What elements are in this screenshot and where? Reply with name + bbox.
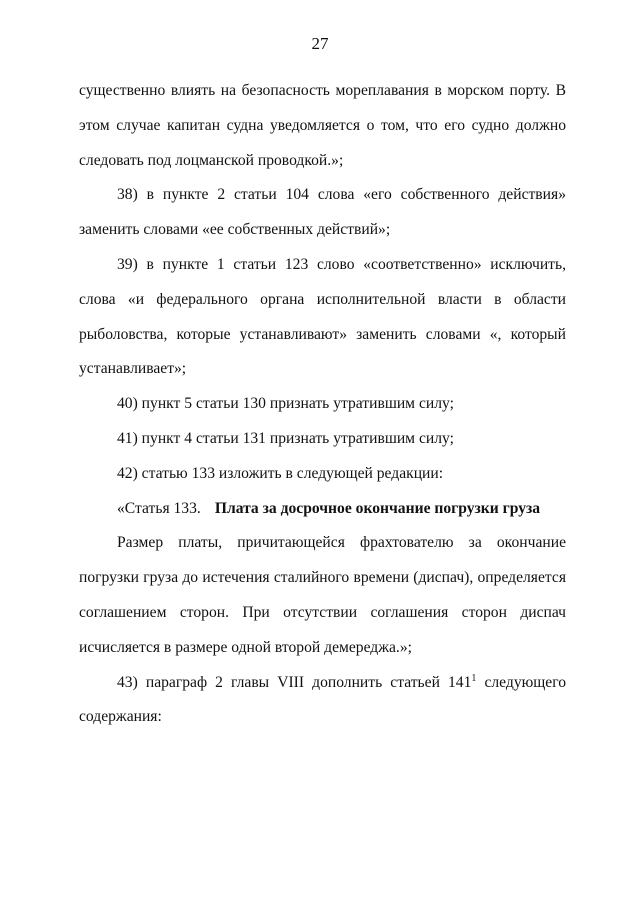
paragraph-item-43 — [79, 666, 566, 736]
paragraph-article-body: Размер платы, причитающейся фрахтователю за окончание погрузки груза до истечения сталийного времени (диспач), определяется соглашением сторон. При отсутствии соглашения сторон диспач исчисляется в размере одной второй демереджа.»; — [79, 534, 566, 656]
paragraph-continuation: существенно влиять на безопасность мореплавания в морском порту. В этом случае капитан судна уведомляется о том, что его судно должно следовать под лоцманской проводкой.»; — [79, 82, 566, 169]
paragraph-item-38: 38) в пункте 2 статьи 104 слова «его собственного действия» заменить словами «ее собственных действий»; — [79, 186, 566, 239]
item-43-text-end: следующего содержания: — [79, 673, 566, 726]
paragraph-item-40: 40) пункт 5 статьи 130 признать утратившим силу; — [117, 395, 454, 413]
article-label: «Статья 133. — [117, 499, 201, 517]
item-43-text: 43) параграф 2 главы VIII дополнить статьей 141 — [117, 673, 472, 691]
paragraph-item-42: 42) статью 133 изложить в следующей редакции: — [117, 464, 444, 482]
paragraph-item-41: 41) пункт 4 статьи 131 признать утратившим силу; — [117, 429, 454, 447]
item-43-superscript: 1 — [471, 672, 477, 684]
article-title: Плата за досрочное окончание погрузки груза — [214, 499, 541, 517]
document-body — [79, 74, 566, 735]
article-heading — [79, 492, 566, 527]
page-number: 27 — [311, 34, 329, 53]
paragraph-item-39: 39) в пункте 1 статьи 123 слово «соответственно» исключить, слова «и федерального органа исполнительной власти в области рыболовства, которые устанавливают» заменить словами «, который устанавливает»; — [79, 255, 566, 378]
